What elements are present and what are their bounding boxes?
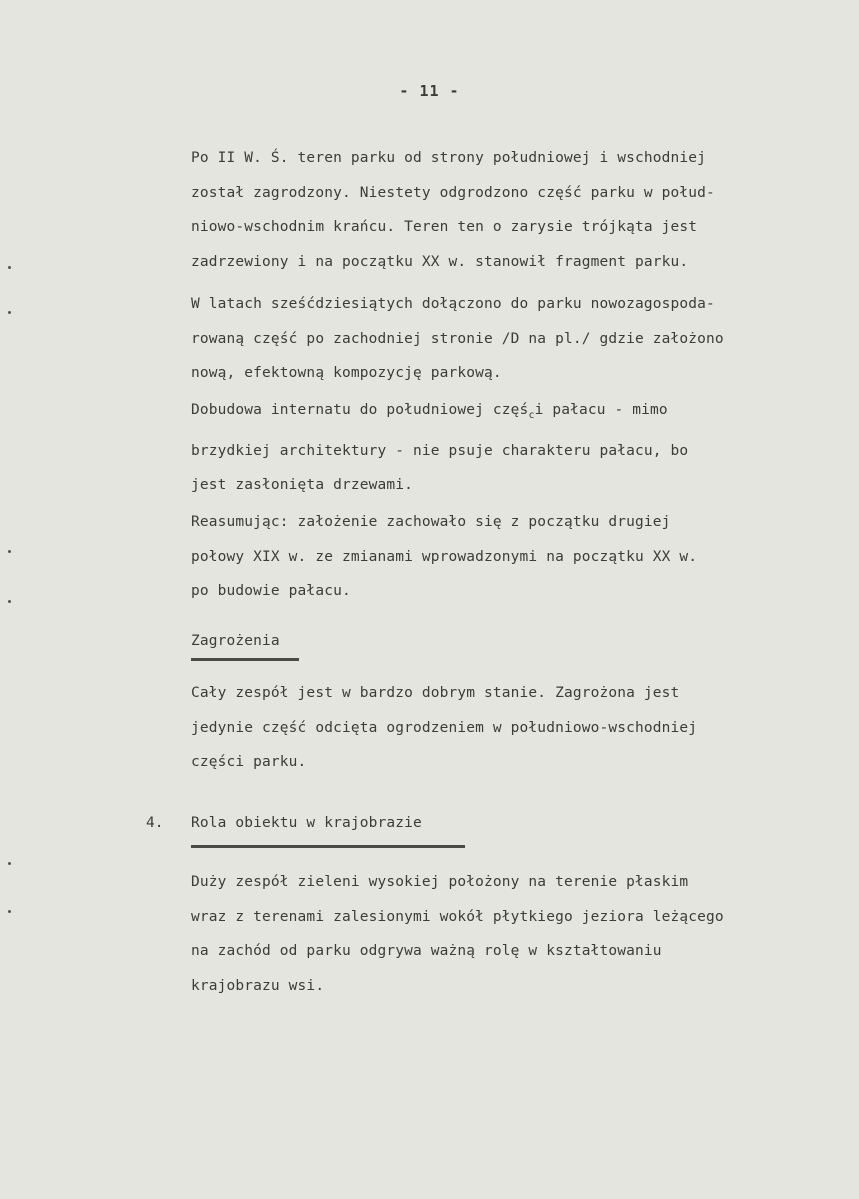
text-line: połowy XIX w. ze zmianami wprowadzonymi na początku XX w. <box>191 548 698 565</box>
text-line: jest zasłonięta drzewami. <box>191 477 413 494</box>
text-line: został zagrodzony. Niestety odgrodzono część parku w połud- <box>191 184 715 201</box>
text-line: krajobrazu wsi. <box>191 978 325 995</box>
text-line: Reasumując: założenie zachowało się z początku drugiej <box>191 514 671 530</box>
text-line: rowaną część po zachodniej stronie /D na pl./ gdzie założono <box>191 330 724 347</box>
section-heading: Rola obiektu w krajobrazie <box>191 815 422 831</box>
section-heading-role <box>191 806 831 841</box>
paragraph-summary <box>191 505 831 609</box>
text-line: wraz z terenami zalesionymi wokół płytkiego jeziora leżącego <box>191 908 724 925</box>
paragraph-landscape-role <box>191 865 831 1004</box>
text-line: jedynie część odcięta ogrodzeniem w południowo-wschodniej <box>191 719 698 736</box>
paragraph-western-extension <box>191 287 831 391</box>
text-line: niowo-wschodnim krańcu. Teren ten o zarysie trójkąta jest <box>191 219 698 236</box>
text-line: nową, efektowną kompozycję parkową. <box>191 365 502 382</box>
text-line: zadrzewiony i na początku XX w. stanowił fragment parku. <box>191 254 689 271</box>
text-line: po budowie pałacu. <box>191 583 351 600</box>
text-line: Cały zespół jest w bardzo dobrym stanie. Zagrożona jest <box>191 685 680 701</box>
text-line: Po II W. Ś. teren parku od strony południowej i wschodniej <box>191 150 707 166</box>
text-line: części parku. <box>191 754 307 771</box>
section-number: 4. <box>146 815 164 831</box>
text-line: W latach sześćdziesiątych dołączono do parku nowozagospoda- <box>191 296 715 312</box>
margin-speck <box>8 600 11 603</box>
text-line: Dobudowa internatu do południowej częś$_c$i pałacu - mimo <box>191 402 668 421</box>
margin-speck <box>8 266 11 269</box>
margin-speck <box>8 910 11 913</box>
margin-speck <box>8 311 11 314</box>
margin-speck <box>8 550 11 553</box>
section-heading-threats <box>191 624 831 659</box>
paragraph-fence-history <box>191 141 831 280</box>
heading-underline <box>191 845 465 848</box>
text-line: brzydkiej architektury - nie psuje charakteru pałacu, bo <box>191 442 689 459</box>
text-line: Duży zespół zieleni wysokiej położony na terenie płaskim <box>191 874 689 890</box>
heading-underline <box>191 658 299 661</box>
paragraph-threats <box>191 676 831 780</box>
section-heading: Zagrożenia <box>191 633 280 649</box>
text-line: na zachód od parku odgrywa ważną rolę w kształtowaniu <box>191 943 662 960</box>
margin-speck <box>8 862 11 865</box>
page-number: - 11 - <box>399 82 460 100</box>
paragraph-boarding-school <box>191 393 831 503</box>
